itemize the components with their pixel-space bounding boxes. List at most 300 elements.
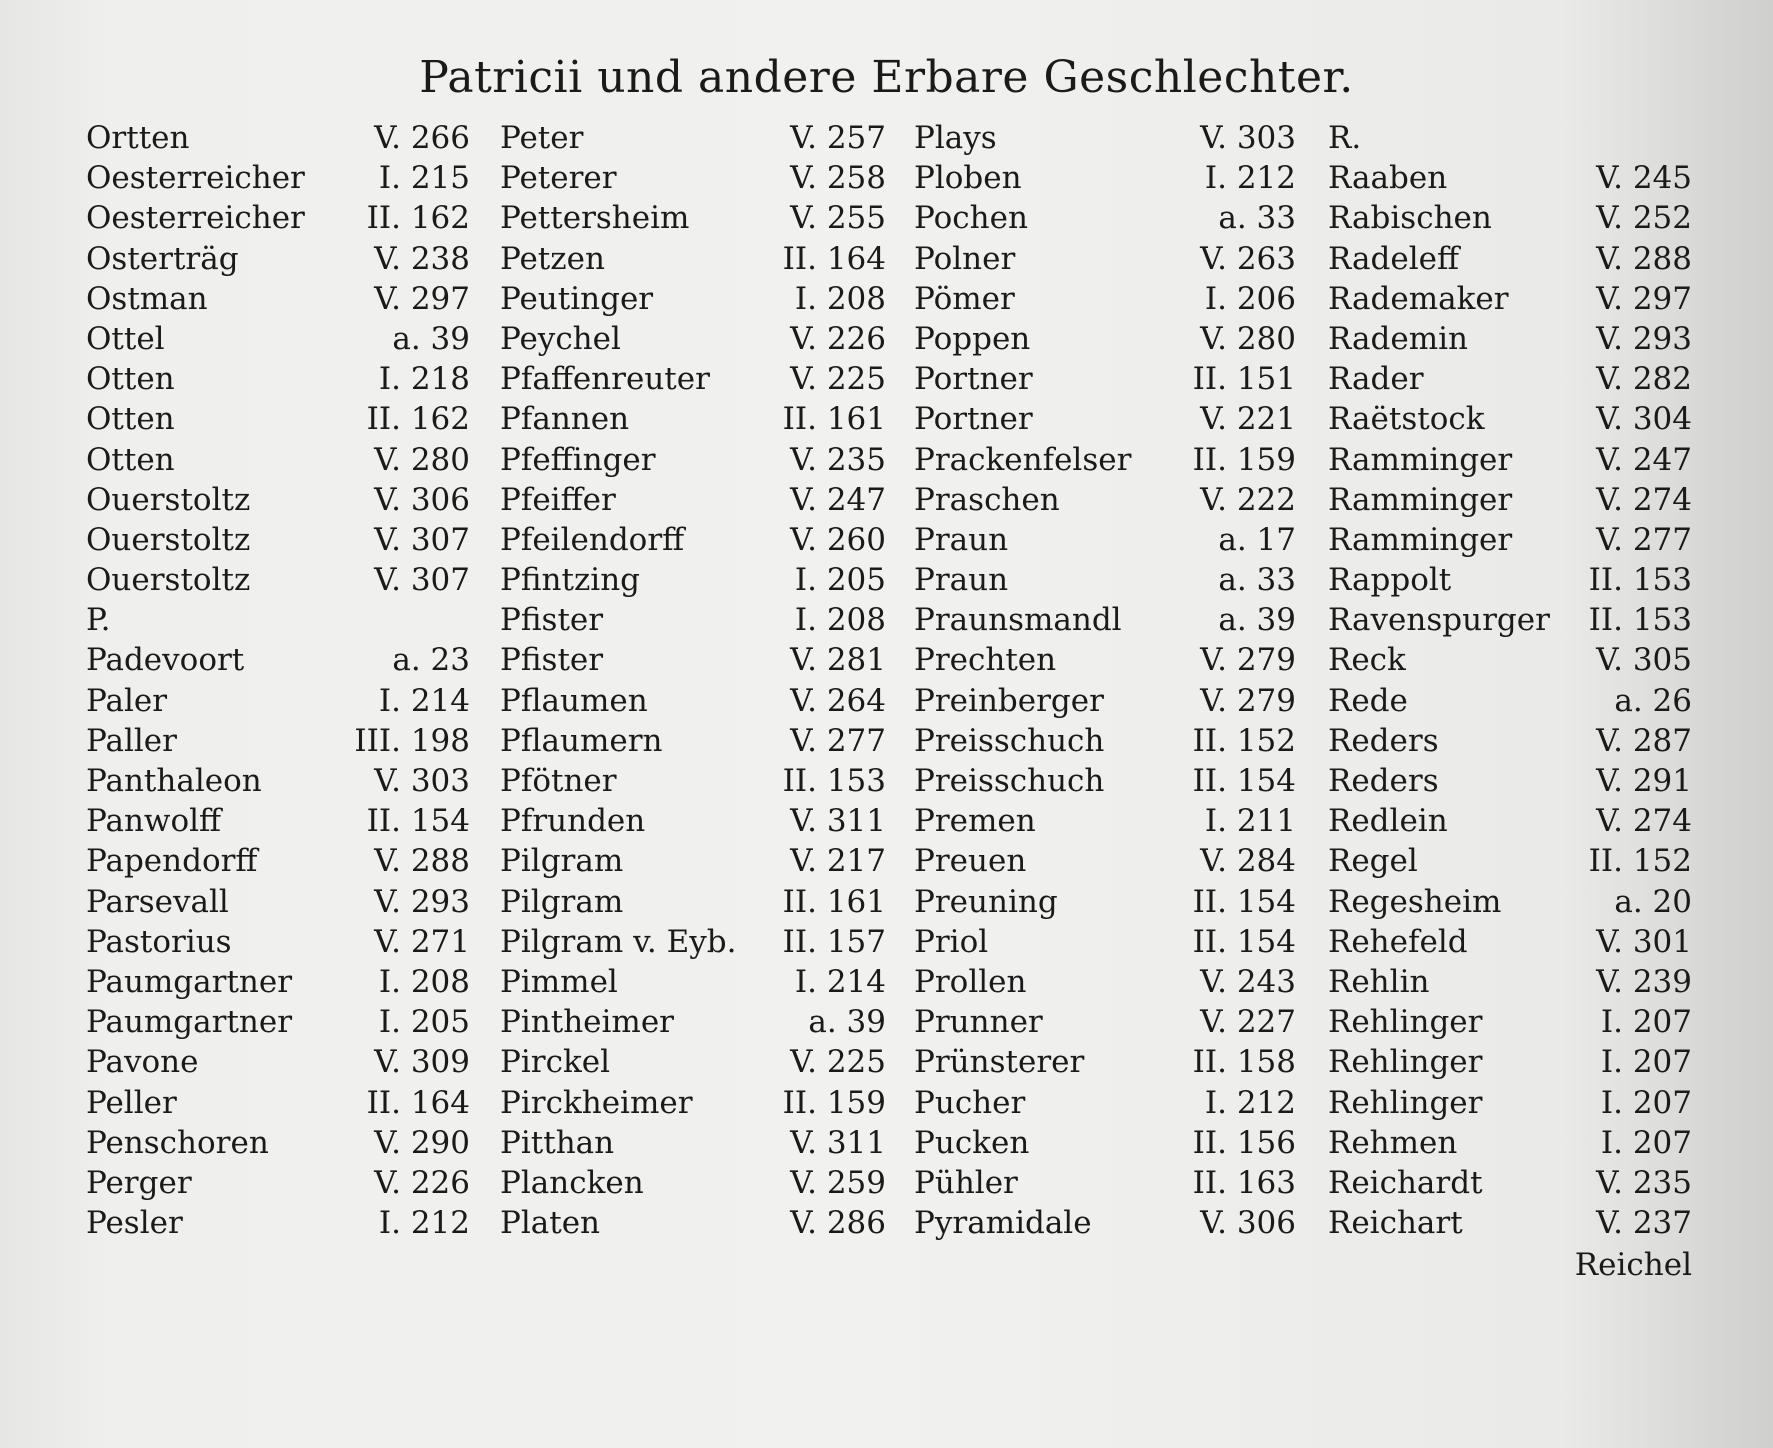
entry-reference: V. 252 — [1596, 200, 1692, 237]
index-entry — [86, 440, 470, 480]
entry-name: Peterer — [500, 160, 617, 197]
index-entry — [500, 681, 886, 721]
entry-reference: V. 305 — [1596, 642, 1692, 679]
entry-name: Pfötner — [500, 763, 617, 799]
entry-name: Penschoren — [86, 1124, 269, 1161]
index-entry — [1328, 560, 1692, 600]
entry-reference: V. 222 — [1200, 481, 1296, 518]
entry-reference: II. 158 — [1192, 1044, 1296, 1081]
index-entry — [914, 1042, 1296, 1082]
entry-name: Pfeffinger — [500, 441, 656, 478]
index-entry — [1328, 681, 1692, 721]
entry-name: Ramminger — [1328, 481, 1513, 518]
index-entry — [86, 319, 470, 359]
index-entry — [914, 681, 1296, 721]
index-entry — [914, 198, 1296, 238]
entry-reference: I. 215 — [378, 160, 470, 197]
index-entry — [86, 198, 470, 238]
entry-reference: V. 311 — [790, 803, 886, 840]
entry-name: Raëtstock — [1328, 401, 1485, 438]
entry-reference: V. 259 — [790, 1164, 886, 1201]
entry-reference: I. 212 — [1204, 1084, 1296, 1121]
entry-name: Pfister — [500, 602, 604, 639]
index-entry — [1328, 1083, 1692, 1123]
entry-name: Pflaumern — [500, 722, 663, 759]
index-entry — [86, 801, 470, 841]
entry-name: Pitthan — [500, 1124, 615, 1161]
entry-reference: V. 280 — [1200, 320, 1296, 357]
section-letter-row — [86, 600, 470, 640]
index-entry — [500, 761, 886, 801]
entry-reference: II. 154 — [1192, 923, 1296, 960]
entry-name: Portner — [914, 401, 1033, 438]
entry-reference: II. 154 — [1192, 763, 1296, 799]
entry-name: Pfannen — [500, 401, 630, 438]
entry-name: Ploben — [914, 160, 1022, 197]
index-entry — [914, 640, 1296, 680]
entry-reference: II. 153 — [1588, 562, 1692, 599]
entry-reference: V. 239 — [1596, 963, 1692, 1000]
index-entry — [500, 239, 886, 279]
entry-reference: a. 17 — [1218, 521, 1296, 558]
entry-reference: I. 205 — [794, 562, 886, 599]
entry-reference: V. 217 — [790, 843, 886, 880]
index-entry — [500, 962, 886, 1002]
index-entry — [86, 721, 470, 761]
index-entry — [500, 198, 886, 238]
index-entry — [500, 1203, 886, 1243]
entry-name: Perger — [86, 1164, 192, 1201]
entry-reference: V. 247 — [790, 481, 886, 518]
entry-reference: V. 260 — [790, 521, 886, 558]
entry-reference: V. 297 — [1596, 280, 1692, 317]
entry-name: Pfeiffer — [500, 481, 616, 518]
index-entry — [500, 882, 886, 922]
index-entry — [914, 359, 1296, 399]
entry-name: Rabischen — [1328, 200, 1492, 237]
index-entry — [914, 1203, 1296, 1243]
entry-reference: V. 277 — [1596, 521, 1692, 558]
index-entry — [914, 801, 1296, 841]
entry-name: Plancken — [500, 1164, 644, 1201]
entry-reference: V. 237 — [1596, 1205, 1692, 1242]
index-entry — [1328, 721, 1692, 761]
index-entry — [914, 158, 1296, 198]
index-entry — [500, 721, 886, 761]
index-entry — [1328, 359, 1692, 399]
entry-name: Praschen — [914, 481, 1060, 518]
index-entry — [86, 922, 470, 962]
entry-reference: V. 247 — [1596, 441, 1692, 478]
entry-reference: I. 208 — [378, 963, 470, 1000]
entry-reference: V. 307 — [374, 562, 470, 599]
entry-name: Reders — [1328, 722, 1439, 759]
index-entry — [500, 480, 886, 520]
entry-name: Pühler — [914, 1164, 1018, 1201]
index-entry — [500, 118, 886, 158]
index-entry — [914, 721, 1296, 761]
entry-reference: II. 154 — [366, 803, 470, 840]
entry-reference: V. 225 — [790, 361, 886, 398]
entry-reference: II. 153 — [782, 763, 886, 799]
entry-reference: V. 304 — [1596, 401, 1692, 438]
entry-name: Oesterreicher — [86, 160, 305, 197]
index-entry — [1328, 158, 1692, 198]
index-entry — [1328, 279, 1692, 319]
entry-reference: I. 218 — [378, 361, 470, 398]
entry-name: Rademin — [1328, 320, 1468, 357]
index-entry — [86, 359, 470, 399]
entry-name: Panthaleon — [86, 763, 262, 799]
entry-name: Rehlinger — [1328, 1004, 1483, 1041]
entry-reference: III. 198 — [354, 722, 470, 759]
entry-reference: II. 151 — [1192, 361, 1296, 398]
entry-name: Ramminger — [1328, 441, 1513, 478]
index-entry — [914, 1123, 1296, 1163]
entry-reference: I. 211 — [1204, 803, 1296, 840]
index-entry — [914, 279, 1296, 319]
entry-reference: V. 235 — [790, 441, 886, 478]
index-entry — [914, 520, 1296, 560]
entry-name: Paller — [86, 722, 177, 759]
entry-name: Ravenspurger — [1328, 602, 1550, 639]
index-entry — [1328, 922, 1692, 962]
entry-reference: V. 303 — [374, 763, 470, 799]
entry-reference: V. 306 — [374, 481, 470, 518]
index-entry — [1328, 440, 1692, 480]
entry-name: Premen — [914, 803, 1036, 840]
entry-name: Pavone — [86, 1044, 199, 1081]
entry-name: Rademaker — [1328, 280, 1509, 317]
entry-name: Rede — [1328, 682, 1408, 719]
index-entry — [86, 1123, 470, 1163]
entry-name: Rehmen — [1328, 1124, 1458, 1161]
entry-reference: I. 214 — [378, 682, 470, 719]
page-title: Patricii und andere Erbare Geschlechter. — [419, 52, 1354, 103]
catchword: Reichel — [1574, 1247, 1692, 1283]
entry-name: Rader — [1328, 361, 1424, 398]
index-entry — [86, 681, 470, 721]
index-entry — [86, 640, 470, 680]
index-entry — [500, 640, 886, 680]
entry-reference: V. 274 — [1596, 803, 1692, 840]
entry-reference: V. 225 — [790, 1044, 886, 1081]
index-entry — [86, 560, 470, 600]
entry-name: Rehlinger — [1328, 1044, 1483, 1081]
index-entry — [86, 1163, 470, 1203]
index-column-2 — [500, 118, 886, 1243]
index-entry — [914, 922, 1296, 962]
entry-name: Rehlinger — [1328, 1084, 1483, 1121]
entry-reference: V. 287 — [1596, 722, 1692, 759]
entry-name: Praun — [914, 562, 1009, 599]
entry-reference: V. 226 — [374, 1164, 470, 1201]
entry-name: Pirckheimer — [500, 1084, 693, 1121]
entry-name: Pfrunden — [500, 803, 646, 840]
entry-name: Pyramidale — [914, 1205, 1092, 1242]
entry-name: Pflaumen — [500, 682, 648, 719]
entry-name: Prechten — [914, 642, 1057, 679]
entry-name: Ortten — [86, 120, 190, 156]
entry-reference: a. 39 — [392, 320, 470, 357]
entry-name: Pastorius — [86, 923, 232, 960]
index-entry — [1328, 882, 1692, 922]
index-entry — [914, 882, 1296, 922]
index-entry — [1328, 841, 1692, 881]
entry-reference: a. 33 — [1218, 562, 1296, 599]
entry-reference: V. 282 — [1596, 361, 1692, 398]
entry-name: Praun — [914, 521, 1009, 558]
index-entry — [86, 239, 470, 279]
index-entry — [86, 1083, 470, 1123]
entry-reference: I. 207 — [1600, 1004, 1692, 1041]
entry-name: Peutinger — [500, 280, 654, 317]
entry-reference: V. 221 — [1200, 401, 1296, 438]
entry-name: Prollen — [914, 963, 1027, 1000]
entry-reference: II. 162 — [366, 401, 470, 438]
entry-reference: II. 154 — [1192, 883, 1296, 920]
section-letter: R. — [1328, 120, 1362, 156]
index-entry — [914, 239, 1296, 279]
entry-reference: V. 238 — [374, 240, 470, 277]
entry-reference: V. 306 — [1200, 1205, 1296, 1242]
index-entry — [914, 118, 1296, 158]
index-entry — [500, 841, 886, 881]
entry-name: Ouerstoltz — [86, 481, 251, 518]
entry-reference: V. 263 — [1200, 240, 1296, 277]
entry-reference: V. 309 — [374, 1044, 470, 1081]
entry-name: Reichardt — [1328, 1164, 1483, 1201]
entry-name: Peter — [500, 120, 584, 156]
index-entry — [914, 560, 1296, 600]
entry-name: Pilgram — [500, 883, 624, 920]
entry-name: Ostman — [86, 280, 208, 317]
index-entry — [1328, 640, 1692, 680]
index-entry — [500, 1002, 886, 1042]
index-entry — [500, 560, 886, 600]
entry-name: Prünsterer — [914, 1044, 1085, 1081]
entry-name: Paler — [86, 682, 168, 719]
index-entry — [1328, 239, 1692, 279]
entry-reference: V. 284 — [1200, 843, 1296, 880]
entry-reference: a. 20 — [1614, 883, 1692, 920]
entry-name: Panwolff — [86, 803, 222, 840]
entry-reference: V. 255 — [790, 200, 886, 237]
entry-name: Praunsmandl — [914, 602, 1122, 639]
entry-name: Pesler — [86, 1205, 183, 1242]
entry-reference: a. 26 — [1614, 682, 1692, 719]
entry-name: Preuen — [914, 843, 1027, 880]
entry-name: Pilgram v. Eyb. — [500, 923, 737, 960]
entry-reference: II. 162 — [366, 200, 470, 237]
entry-name: Rappolt — [1328, 562, 1452, 599]
entry-reference: II. 152 — [1192, 722, 1296, 759]
entry-reference: V. 293 — [1596, 320, 1692, 357]
entry-reference: II. 159 — [1192, 441, 1296, 478]
index-entry — [500, 1123, 886, 1163]
section-letter: P. — [86, 602, 111, 639]
entry-reference: I. 207 — [1600, 1084, 1692, 1121]
entry-reference: V. 258 — [790, 160, 886, 197]
index-entry — [500, 279, 886, 319]
entry-reference: I. 205 — [378, 1004, 470, 1041]
index-entry — [86, 962, 470, 1002]
entry-reference: V. 243 — [1200, 963, 1296, 1000]
index-entry — [914, 1163, 1296, 1203]
entry-reference: I. 207 — [1600, 1044, 1692, 1081]
entry-name: Pochen — [914, 200, 1028, 237]
entry-name: Regesheim — [1328, 883, 1502, 920]
entry-name: Reichart — [1328, 1205, 1463, 1242]
entry-reference: V. 280 — [374, 441, 470, 478]
index-entry — [914, 1083, 1296, 1123]
entry-name: Pfeilendorff — [500, 521, 685, 558]
index-entry — [86, 279, 470, 319]
entry-reference: II. 163 — [1192, 1164, 1296, 1201]
entry-name: Otten — [86, 401, 175, 438]
index-column-3 — [914, 118, 1296, 1243]
entry-name: Parsevall — [86, 883, 229, 920]
index-entry — [500, 1163, 886, 1203]
entry-name: Raaben — [1328, 160, 1448, 197]
index-entry — [86, 841, 470, 881]
index-entry — [500, 922, 886, 962]
index-entry — [914, 841, 1296, 881]
entry-reference: V. 307 — [374, 521, 470, 558]
entry-name: Paumgartner — [86, 963, 293, 1000]
index-column-4 — [1328, 118, 1692, 1243]
index-entry — [500, 1083, 886, 1123]
entry-name: Preinberger — [914, 682, 1104, 719]
entry-name: Pirckel — [500, 1044, 610, 1081]
entry-reference: II. 157 — [782, 923, 886, 960]
index-entry — [914, 962, 1296, 1002]
entry-name: Ottel — [86, 320, 165, 357]
entry-reference: V. 279 — [1200, 642, 1296, 679]
entry-name: Otten — [86, 441, 175, 478]
entry-reference: II. 152 — [1588, 843, 1692, 880]
index-entry — [1328, 1123, 1692, 1163]
entry-name: Reders — [1328, 763, 1439, 799]
entry-reference: a. 39 — [1218, 602, 1296, 639]
entry-name: Priol — [914, 923, 989, 960]
index-entry — [1328, 801, 1692, 841]
index-entry — [86, 1042, 470, 1082]
entry-reference: V. 291 — [1596, 763, 1692, 799]
index-entry — [914, 399, 1296, 439]
entry-reference: II. 159 — [782, 1084, 886, 1121]
index-entry — [86, 480, 470, 520]
entry-reference: V. 264 — [790, 682, 886, 719]
entry-name: Prunner — [914, 1004, 1043, 1041]
index-entry — [914, 480, 1296, 520]
index-entry — [1328, 480, 1692, 520]
entry-reference: V. 281 — [790, 642, 886, 679]
entry-name: Pettersheim — [500, 200, 690, 237]
index-entry — [914, 440, 1296, 480]
entry-name: Petzen — [500, 240, 605, 277]
entry-reference: I. 206 — [1204, 280, 1296, 317]
entry-reference: V. 279 — [1200, 682, 1296, 719]
entry-name: Peychel — [500, 320, 621, 357]
index-column-1 — [86, 118, 470, 1243]
index-entry — [86, 118, 470, 158]
entry-name: Redlein — [1328, 803, 1448, 840]
index-entry — [914, 319, 1296, 359]
index-entry — [500, 359, 886, 399]
entry-name: Preisschuch — [914, 763, 1105, 799]
index-entry — [914, 761, 1296, 801]
index-entry — [500, 1042, 886, 1082]
entry-name: Prackenfelser — [914, 441, 1132, 478]
entry-reference: V. 245 — [1596, 160, 1692, 197]
entry-reference: II. 164 — [366, 1084, 470, 1121]
entry-name: Oesterreicher — [86, 200, 305, 237]
index-entry — [500, 319, 886, 359]
entry-reference: I. 214 — [794, 963, 886, 1000]
entry-reference: II. 161 — [782, 883, 886, 920]
index-entry — [1328, 1002, 1692, 1042]
entry-name: Polner — [914, 240, 1016, 277]
index-entry — [1328, 1203, 1692, 1243]
entry-name: Pilgram — [500, 843, 624, 880]
entry-reference: V. 288 — [374, 843, 470, 880]
index-entry — [1328, 761, 1692, 801]
index-entry — [1328, 600, 1692, 640]
entry-reference: V. 277 — [790, 722, 886, 759]
index-entry — [86, 1203, 470, 1243]
entry-name: Radeleff — [1328, 240, 1460, 277]
entry-reference: V. 257 — [790, 120, 886, 156]
entry-name: Pucher — [914, 1084, 1026, 1121]
entry-name: Peller — [86, 1084, 177, 1121]
index-entry — [914, 1002, 1296, 1042]
entry-name: Regel — [1328, 843, 1418, 880]
entry-name: Pfister — [500, 642, 604, 679]
entry-reference: a. 33 — [1218, 200, 1296, 237]
entry-name: Reck — [1328, 642, 1406, 679]
entry-name: Rehlin — [1328, 963, 1430, 1000]
entry-reference: V. 274 — [1596, 481, 1692, 518]
section-letter-row — [1328, 118, 1692, 158]
entry-reference: II. 153 — [1588, 602, 1692, 639]
index-entry — [914, 600, 1296, 640]
entry-name: Papendorff — [86, 843, 258, 880]
entry-reference: V. 303 — [1200, 120, 1296, 156]
entry-reference: V. 293 — [374, 883, 470, 920]
entry-reference: I. 208 — [794, 280, 886, 317]
index-entry — [500, 520, 886, 560]
entry-name: Portner — [914, 361, 1033, 398]
entry-name: Pfaffenreuter — [500, 361, 710, 398]
index-entry — [86, 1002, 470, 1042]
entry-reference: V. 311 — [790, 1124, 886, 1161]
index-entry — [1328, 520, 1692, 560]
entry-reference: I. 212 — [378, 1205, 470, 1242]
index-entry — [86, 882, 470, 922]
entry-name: Preuning — [914, 883, 1058, 920]
index-entry — [1328, 198, 1692, 238]
entry-name: Pimmel — [500, 963, 618, 1000]
index-entry — [1328, 1042, 1692, 1082]
index-entry — [500, 158, 886, 198]
entry-reference: V. 288 — [1596, 240, 1692, 277]
entry-reference: I. 212 — [1204, 160, 1296, 197]
entry-name: Pfintzing — [500, 562, 641, 599]
index-entry — [86, 399, 470, 439]
entry-name: Plays — [914, 120, 997, 156]
entry-name: Paumgartner — [86, 1004, 293, 1041]
